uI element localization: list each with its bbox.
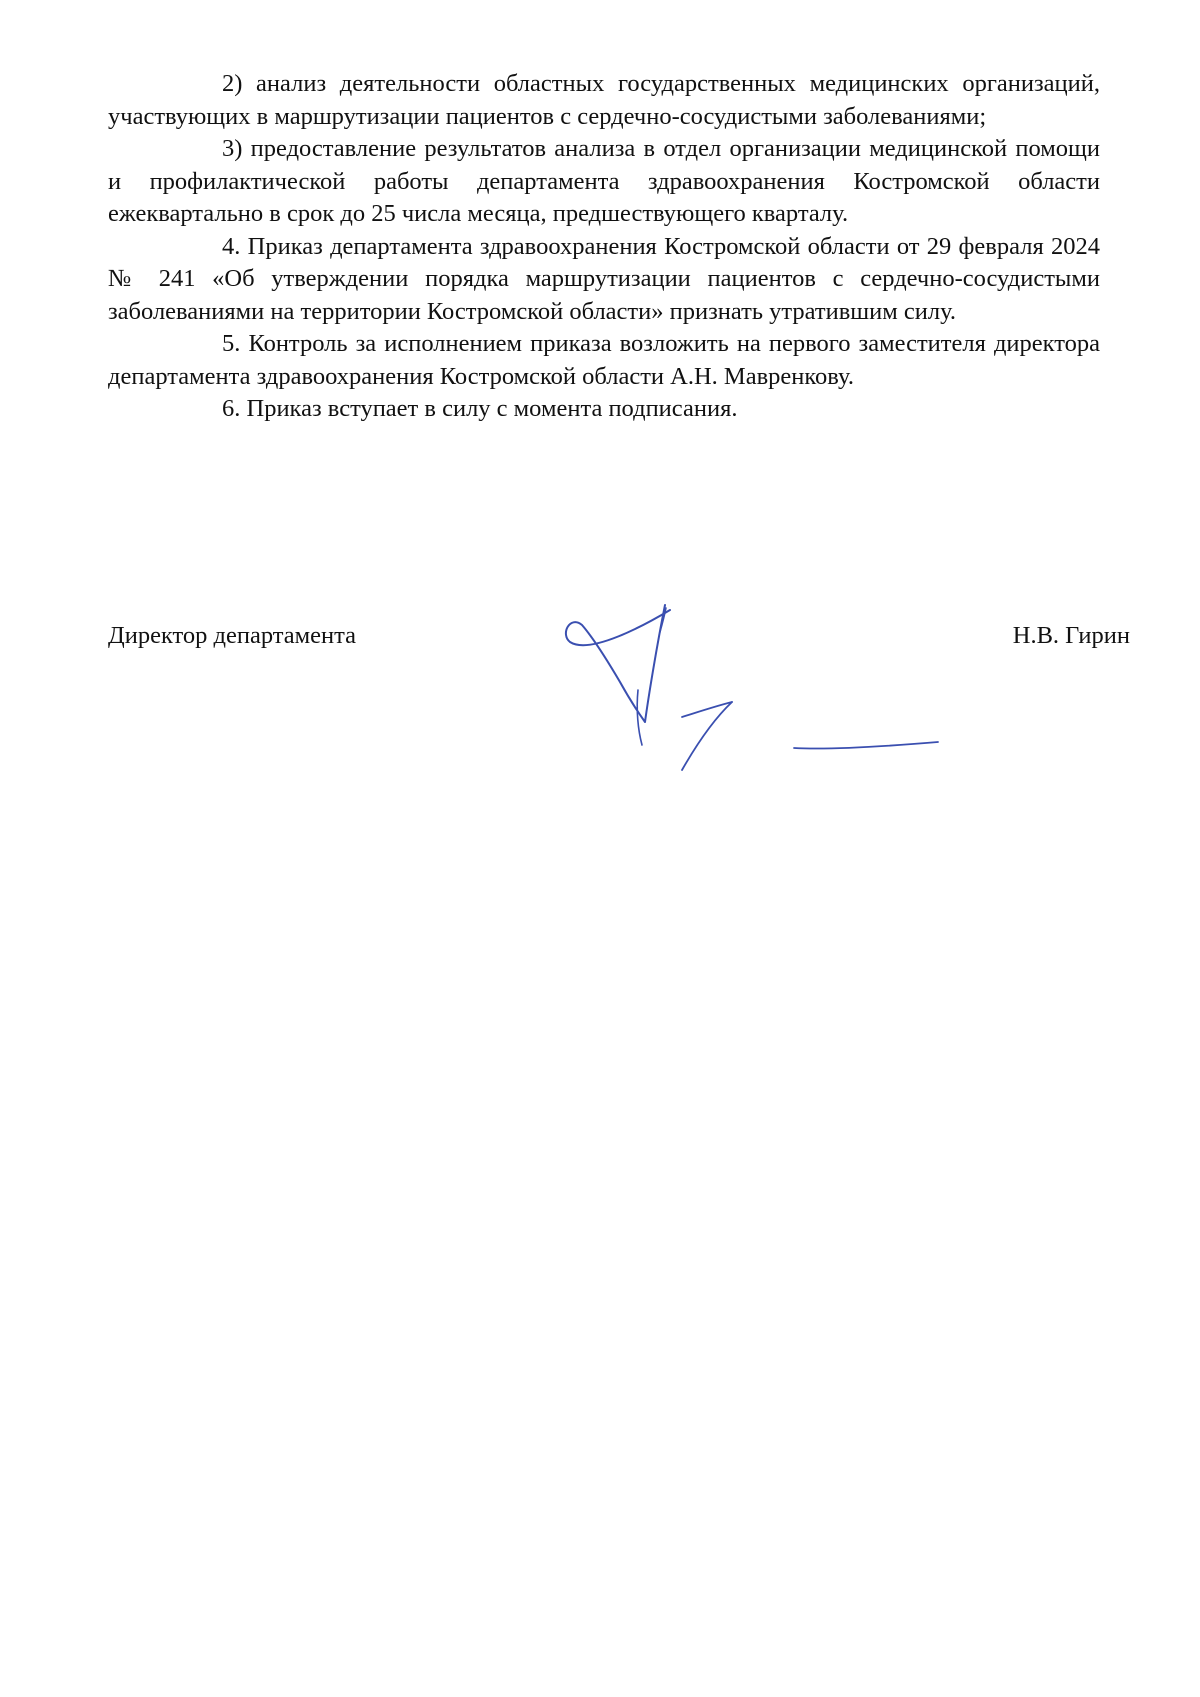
document-body <box>108 68 1100 426</box>
paragraph-point-5: 5. Контроль за исполнением приказа возложить на первого заместителя директора департамента здравоохранения Костромской области А.Н. Мавренкову. <box>108 330 1100 390</box>
paragraph-point-4: 4. Приказ департамента здравоохранения Костромской области от 29 февраля 2024 № 241 «Об утверждении порядка маршрутизации пациентов с сердечно-сосудистыми заболеваниями на территории Костромской области» признать утратившим силу. <box>108 232 1100 325</box>
signatory-position: Директор департамента <box>108 622 357 649</box>
paragraph-item-2: 2) анализ деятельности областных государственных медицинских организаций, участвующих в маршрутизации пациентов с сердечно-сосудистыми заболеваниями; <box>108 70 1100 130</box>
signature-block <box>108 620 1130 660</box>
signatory-name: Н.В. Гирин <box>1012 622 1130 649</box>
paragraph-item-3: 3) предоставление результатов анализа в отдел организации медицинской помощи и профилактической работы департамента здравоохранения Костромской области ежеквартально в срок до 25 числа месяца, предшествующего кварталу. <box>108 135 1100 227</box>
handwritten-signature <box>470 570 970 790</box>
paragraph-point-6: 6. Приказ вступает в силу с момента подписания. <box>222 395 738 422</box>
